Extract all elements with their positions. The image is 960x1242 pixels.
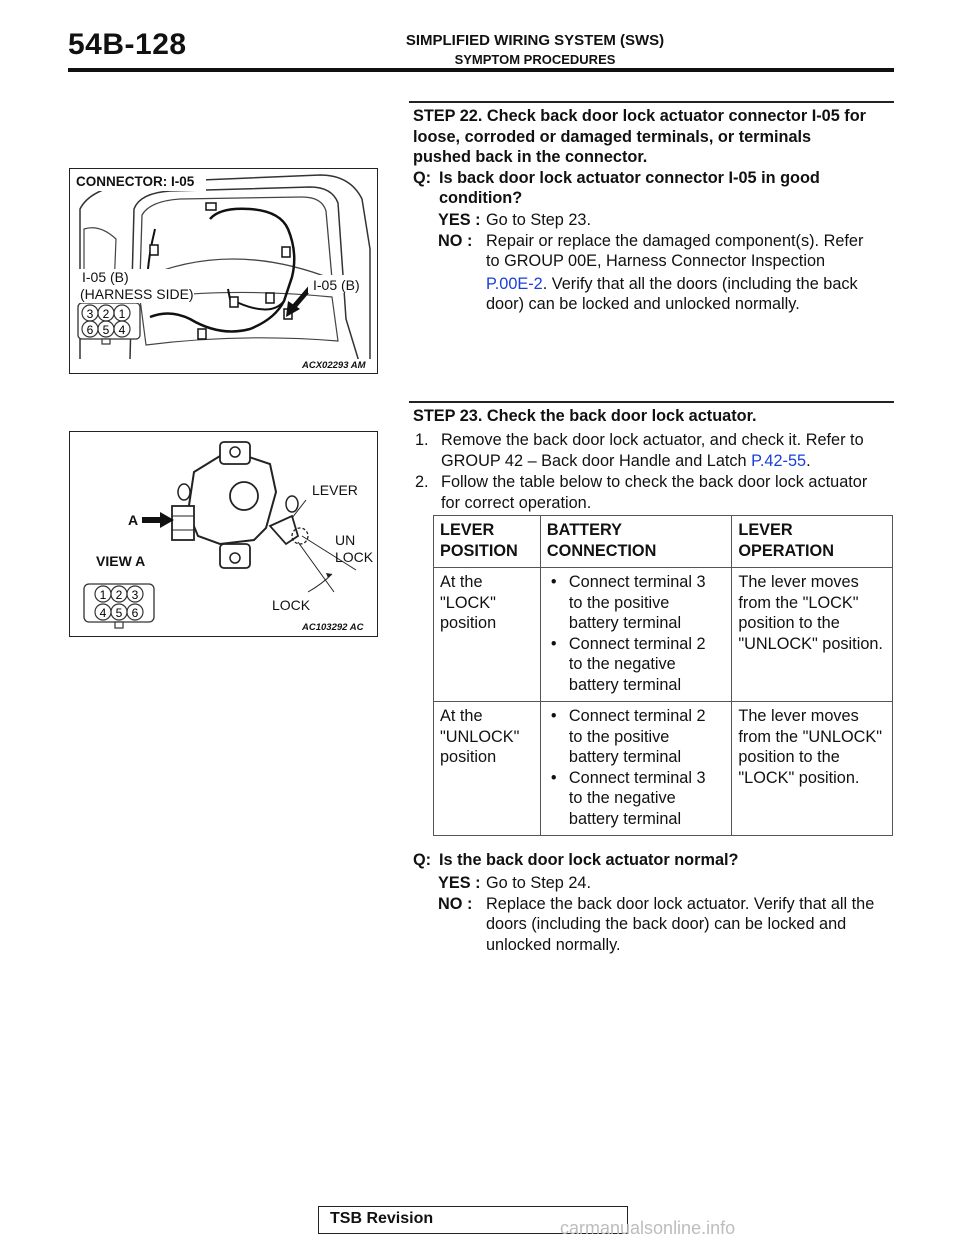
cell-operation: The lever moves from the "UNLOCK" position to the "LOCK" position. [732,702,893,836]
header-lever-operation: LEVER OPERATION [732,516,893,568]
no-text-line3 [486,274,858,295]
item1-line2-pre: GROUP 42 – Back door Handle and Latch [441,451,752,470]
cell-operation: The lever moves from the "LOCK" position to the "UNLOCK" position. [732,568,893,702]
unlock-label-line2: LOCK [335,549,374,565]
pin-label: 5 [102,323,110,337]
step23-yes [438,873,894,894]
item2-line1: Follow the table below to check the back door lock actuator [441,473,868,491]
bullet-item: • Connect terminal 2 to the positive battery terminal [547,706,725,768]
lever-operation-table [433,515,893,836]
item1-line2-post: . [806,451,811,470]
unlock-label-line1: UN [335,532,356,548]
harness-label-line1: I-05 (B) [82,269,129,285]
view-a-label: VIEW A [96,553,146,569]
step22-question [413,168,893,209]
step22-yes [438,210,894,231]
no-text-line3-rest: . Verify that all the doors (including the back [542,274,858,293]
cell-connection [540,568,731,702]
question-label: Q: [413,168,432,187]
connector-label: CONNECTOR: I-05 [76,174,195,189]
item-number: 1. [415,431,429,449]
harness-inspection-link[interactable]: P.00E-2 [486,274,543,293]
pin-label: 1 [118,307,126,321]
step23-question [413,850,893,871]
figure-code: AC103292 AC [302,622,364,633]
pin-label: 1 [99,588,107,602]
table-header-row [434,516,893,568]
step23-no [438,894,894,957]
section-title: SIMPLIFIED WIRING SYSTEM (SWS) [405,32,665,49]
step22-no [438,231,894,315]
step22-title-line1: STEP 22. Check back door lock actuator connector I-05 for [413,107,866,125]
yes-text: Go to Step 24. [486,874,591,892]
pin-label: 6 [131,606,139,620]
cell-connection [540,702,731,836]
pin-label: 5 [115,606,123,620]
tsb-revision-label: TSB Revision [330,1210,434,1227]
item-number: 2. [415,473,429,491]
no-text-line2: to GROUP 00E, Harness Connector Inspection [486,252,826,270]
pin-label: 4 [99,606,107,620]
no-text-line4: door) can be locked and unlocked normally. [486,295,800,313]
figure-code: ACX02293 AM [302,360,366,371]
no-text-line3: unlocked normally. [486,935,621,954]
bullet-item: • Connect terminal 2 to the negative battery terminal [547,634,725,696]
yes-text: Go to Step 23. [486,211,591,229]
lever-label: LEVER [312,482,358,498]
no-text-line1: Repair or replace the damaged component(s). Refer [486,231,864,250]
harness-label-line2: (HARNESS SIDE) [80,286,194,302]
pin-label: 4 [118,323,126,337]
figure-back-door-connector [69,168,378,374]
step22-title-line3: pushed back in the connector. [413,148,648,166]
bullet-item: • Connect terminal 3 to the negative battery terminal [547,768,725,830]
header-rule [68,68,894,72]
yes-label: YES : [438,211,481,229]
item1-line2 [441,451,811,472]
pin-label: 2 [102,307,110,321]
no-label: NO : [438,231,473,250]
pin-label: 6 [86,323,94,337]
pin-label: 2 [115,588,123,602]
step23-item-1 [415,430,895,472]
step22-rule [409,101,894,103]
table-row [434,568,893,702]
step23-rule [409,401,894,403]
item1-line1: Remove the back door lock actuator, and check it. Refer to [441,431,864,449]
question-text-line2: condition? [439,189,523,207]
header-lever-position: LEVER POSITION [434,516,541,568]
actuator-illustration [70,432,377,636]
pin-label: 3 [86,307,94,321]
handle-latch-link[interactable]: P.42-55 [751,451,807,470]
connector-face-i05 [78,303,140,344]
header-battery-connection: BATTERY CONNECTION [540,516,731,568]
question-label: Q: [413,851,432,869]
lock-label: LOCK [272,597,311,613]
yes-label: YES : [438,874,481,892]
connector-callout-label: I-05 (B) [313,277,360,293]
cell-position: At the "LOCK" position [434,568,541,702]
view-a-arrow-label: A [128,512,139,528]
bullet-item: • Connect terminal 3 to the positive battery terminal [547,572,725,634]
cell-position: At the "UNLOCK" position [434,702,541,836]
figure-door-lock-actuator [69,431,378,637]
section-subtitle: SYMPTOM PROCEDURES [454,52,616,67]
no-label: NO : [438,894,473,913]
table-row [434,702,893,836]
page-number: 54B-128 [68,28,187,61]
no-text-line1: Replace the back door lock actuator. Verify that all the [486,894,875,913]
step22-title-line2: loose, corroded or damaged terminals, or terminals [413,127,812,146]
watermark: carmanualsonline.info [560,1218,736,1238]
pin-label: 3 [131,588,139,602]
question-text: Is the back door lock actuator normal? [439,851,739,869]
item2-line2: for correct operation. [441,493,592,512]
connector-face-view-a [84,584,154,628]
step23-item-2 [415,472,895,514]
no-text-line2: doors (including the back door) can be locked and [486,915,847,933]
question-text-line1: Is back door lock actuator connector I-05 in good [439,168,820,187]
step23-title: STEP 23. Check the back door lock actuator. [413,407,757,425]
